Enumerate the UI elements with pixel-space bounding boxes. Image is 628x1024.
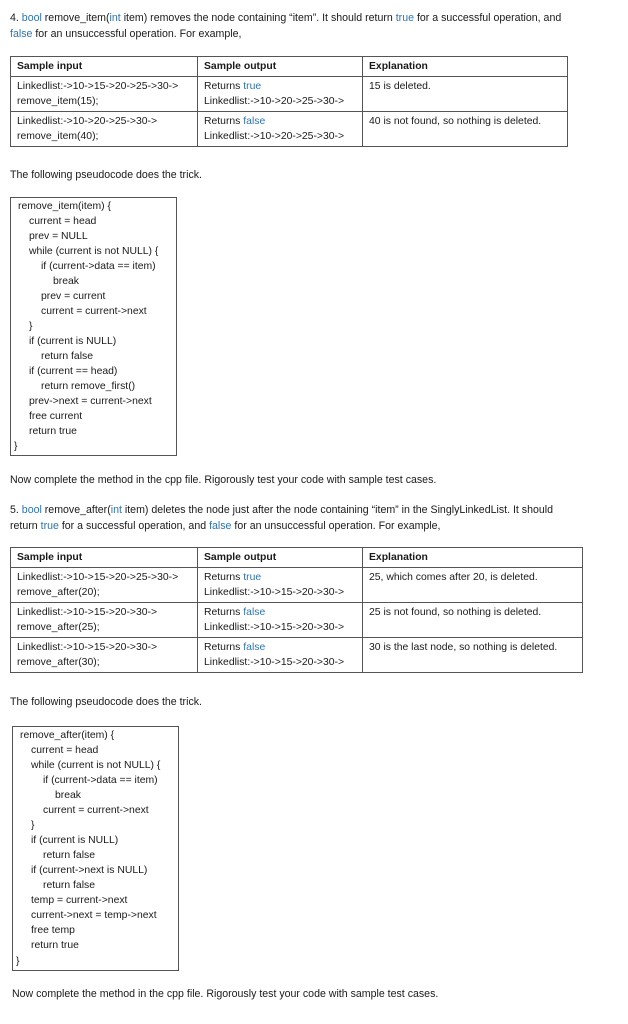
header-sample-output: Sample output xyxy=(198,57,363,77)
code-line: if (current->data == item) xyxy=(43,775,158,786)
code-line: return false xyxy=(43,880,95,891)
code-line: while (current is not NULL) { xyxy=(29,246,159,257)
sample-output-cell: Returns true Linkedlist:->10->20->25->30-> xyxy=(198,77,363,112)
section-4-pseudocode-intro: The following pseudocode does the trick. xyxy=(10,169,202,181)
table-row xyxy=(11,568,583,603)
code-line: current = current->next xyxy=(41,306,147,317)
param-type-keyword: int xyxy=(110,504,122,516)
sample-input-cell: Linkedlist:->10->15->20->30-> remove_after(25); xyxy=(11,603,198,638)
code-line: if (current == head) xyxy=(29,366,118,377)
explanation-cell: 15 is deleted. xyxy=(363,77,568,112)
code-line: break xyxy=(53,276,79,287)
table-row xyxy=(11,112,568,147)
header-sample-output: Sample output xyxy=(198,548,363,568)
section-5-closing: Now complete the method in the cpp file. Rigorously test your code with sample test cases. xyxy=(12,988,439,1000)
explanation-cell: 25 is not found, so nothing is deleted. xyxy=(363,603,583,638)
code-line: current->next = temp->next xyxy=(31,910,157,921)
sample-input-cell: Linkedlist:->10->15->20->30-> remove_after(30); xyxy=(11,638,198,673)
sample-output-cell: Returns false Linkedlist:->10->20->25->30-> xyxy=(198,112,363,147)
section-5-pseudocode-intro: The following pseudocode does the trick. xyxy=(10,696,202,708)
code-line: current = head xyxy=(29,216,97,227)
code-line: prev = current xyxy=(41,291,106,302)
code-line: remove_after(item) { xyxy=(20,730,115,741)
code-line: return true xyxy=(29,426,77,437)
param-type-keyword: int xyxy=(109,12,121,24)
section-4-closing: Now complete the method in the cpp file. Rigorously test your code with sample test cases. xyxy=(10,474,437,486)
code-line: if (current is NULL) xyxy=(29,336,117,347)
code-line: prev = NULL xyxy=(29,231,88,242)
explanation-cell: 40 is not found, so nothing is deleted. xyxy=(363,112,568,147)
sample-input-cell: Linkedlist:->10->15->20->25->30-> remove_item(15); xyxy=(11,77,198,112)
return-type-keyword: bool xyxy=(21,504,42,516)
code-line: } xyxy=(14,441,18,452)
sample-output-cell: Returns false Linkedlist:->10->15->20->30-> xyxy=(198,603,363,638)
header-sample-input: Sample input xyxy=(11,548,198,568)
code-line: } xyxy=(16,956,20,967)
table-row xyxy=(11,638,583,673)
code-line: current = head xyxy=(31,745,99,756)
section-5-example-table xyxy=(10,547,583,673)
code-line: free temp xyxy=(31,925,75,936)
code-line: return false xyxy=(43,850,95,861)
explanation-cell: 25, which comes after 20, is deleted. xyxy=(363,568,583,603)
sample-input-cell: Linkedlist:->10->20->25->30-> remove_item(40); xyxy=(11,112,198,147)
code-line: return false xyxy=(41,351,93,362)
code-line: remove_item(item) { xyxy=(18,201,111,212)
sample-input-cell: Linkedlist:->10->15->20->25->30-> remove_after(20); xyxy=(11,568,198,603)
code-line: return remove_first() xyxy=(41,381,136,392)
code-line: current = current->next xyxy=(43,805,149,816)
header-explanation: Explanation xyxy=(363,548,583,568)
table-row xyxy=(11,77,568,112)
code-line: break xyxy=(55,790,81,801)
code-line: } xyxy=(31,820,35,831)
true-keyword: true xyxy=(395,12,414,24)
code-line: while (current is not NULL) { xyxy=(31,760,161,771)
section-5-intro: 5. bool remove_after(int item) deletes the node just after the node containing “item” in the SinglyLinkedList. It should return true for a successful operation, and false for an unsuccessful operation. For example, xyxy=(10,504,554,532)
code-line: temp = current->next xyxy=(31,895,128,906)
code-line: if (current->data == item) xyxy=(41,261,156,272)
code-line: if (current->next is NULL) xyxy=(31,865,148,876)
true-keyword: true xyxy=(40,519,59,532)
table-row xyxy=(11,603,583,638)
false-keyword: false xyxy=(209,519,232,532)
section-4-intro: 4. bool remove_item(int item) removes the node containing “item”. It should return true for a successful operation, and false for an unsuccessful operation. For example, xyxy=(10,12,562,40)
explanation-cell: 30 is the last node, so nothing is deleted. xyxy=(363,638,583,673)
section-4-pseudocode-box xyxy=(10,197,177,456)
header-sample-input: Sample input xyxy=(11,57,198,77)
code-line: return true xyxy=(31,940,79,951)
false-keyword: false xyxy=(10,27,33,40)
code-line: if (current is NULL) xyxy=(31,835,119,846)
code-line: prev->next = current->next xyxy=(29,396,152,407)
sample-output-cell: Returns false Linkedlist:->10->15->20->30-> xyxy=(198,638,363,673)
header-explanation: Explanation xyxy=(363,57,568,77)
section-5-pseudocode-box xyxy=(12,726,179,971)
code-line: free current xyxy=(29,411,83,422)
sample-output-cell: Returns true Linkedlist:->10->15->20->30-> xyxy=(198,568,363,603)
section-4-example-table xyxy=(10,56,568,147)
table-header-row xyxy=(11,548,583,568)
return-type-keyword: bool xyxy=(21,12,42,24)
code-line: } xyxy=(29,321,33,332)
table-header-row xyxy=(11,57,568,77)
